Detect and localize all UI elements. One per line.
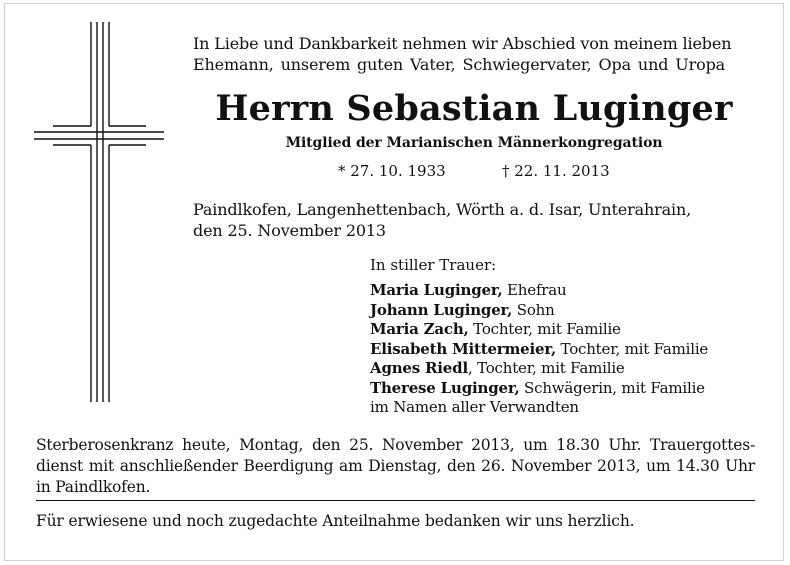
birth-date: * 27. 10. 1933 bbox=[338, 162, 446, 180]
mourner-item bbox=[370, 320, 760, 340]
location-line-2: den 25. November 2013 bbox=[193, 221, 386, 240]
mourner-item bbox=[370, 359, 760, 379]
intro-line-1: In Liebe und Dankbarkeit nehmen wir Abschied von meinem lieben bbox=[193, 34, 732, 53]
mourner-relation: Schwägerin, mit Familie bbox=[519, 378, 705, 397]
location-date bbox=[193, 199, 755, 241]
mourner-relation: , Tochter, mit Familie bbox=[467, 359, 625, 377]
mourner-item bbox=[370, 281, 760, 301]
mourner-item bbox=[370, 340, 760, 360]
mourner-name: Agnes Riedl bbox=[370, 359, 468, 377]
mourner-relation: Ehefrau bbox=[502, 281, 567, 299]
intro-text bbox=[193, 33, 755, 75]
relatives-line: im Namen aller Verwandten bbox=[370, 398, 579, 416]
mourner-name: Elisabeth Mittermeier, bbox=[370, 339, 556, 358]
mourner-name: Johann Luginger, bbox=[370, 300, 513, 319]
mourner-relation: Tochter, mit Familie bbox=[555, 339, 709, 358]
mourner-name: Maria Zach, bbox=[370, 320, 469, 338]
thanks-text: Für erwiesene und noch zugedachte Anteilnahme bedanken wir uns herzlich. bbox=[36, 512, 635, 530]
cross-icon bbox=[0, 0, 190, 410]
mourner-item bbox=[370, 379, 760, 399]
mourner-relation: Sohn bbox=[512, 300, 555, 319]
death-date: † 22. 11. 2013 bbox=[502, 162, 610, 180]
mourners-list bbox=[370, 281, 760, 418]
funeral-details: Sterberosenkranz heute, Montag, den 25. November 2013, um 18.30 Uhr. Trauergottes-dienst mit anschließender Beerdigung am Dienstag, den 26. November 2013, um 14.30 Uhr in Paindlkofen. bbox=[36, 436, 755, 496]
mourner-name: Therese Luginger, bbox=[370, 378, 520, 397]
divider bbox=[36, 500, 755, 501]
mourner-item bbox=[370, 301, 760, 321]
deceased-name: Herrn Sebastian Luginger bbox=[215, 88, 733, 129]
membership-text: Mitglied der Marianischen Männerkongregation bbox=[285, 135, 663, 151]
intro-line-2: Ehemann, unserem guten Vater, Schwiegervater, Opa und Uropa bbox=[193, 55, 726, 74]
mourner-relation: Tochter, mit Familie bbox=[468, 320, 621, 338]
mourning-label: In stiller Trauer: bbox=[370, 256, 497, 274]
location-line-1: Paindlkofen, Langenhettenbach, Wörth a. d. Isar, Unterahrain, bbox=[193, 200, 692, 219]
mourner-name: Maria Luginger, bbox=[370, 281, 503, 299]
